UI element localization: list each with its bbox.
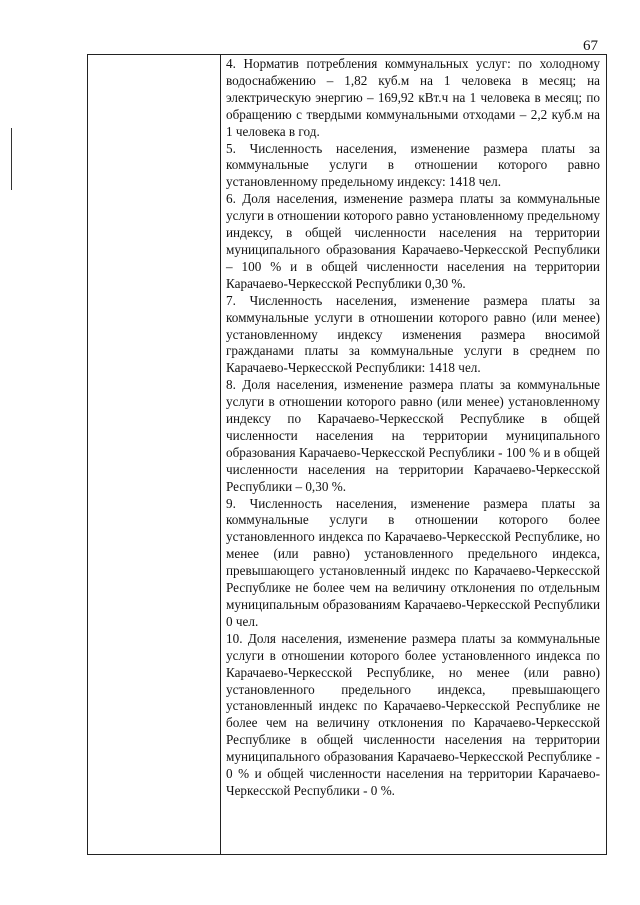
- table-border-right: [606, 54, 607, 854]
- item-8-share-equal-or-less: 8. Доля населения, изменение размера платы за коммунальные услуги в отношении которого равно (или менее) установленному индексу по Карачаево-Черкесской Республике в общей численности населения на территории муниципального образования Карачаево-Черкесской Республики - 100 % и в общей численности населения на территории Карачаево-Черкесской Республики – 0,30 %.: [226, 377, 600, 494]
- table-right-cell: [226, 56, 600, 800]
- item-9-population-above-index: 9. Численность населения, изменение размера платы за коммунальные услуги в отношении которого более установленного индекса по Карачаево-Черкесской Республике, но менее (или равно) установленного предельного индекса, превышающего установленный индекс по Карачаево-Черкесской Республике не более чем на величину отклонения по отдельным муниципальным образованиям Карачаево-Черкесской Республики 0 чел.: [226, 495, 600, 629]
- page-number: 67: [583, 38, 598, 54]
- table-border-left: [87, 54, 88, 854]
- item-4-consumption-norm: 4. Норматив потребления коммунальных услуг: по холодному водоснабжению – 1,82 куб.м на 1 человека в месяц; на электрическую энергию – 169,92 кВт.ч на 1 человека в месяц; по обращению с твердыми коммунальными отходами – 2,2 куб.м на 1 человека в год.: [226, 56, 600, 139]
- table-border-bottom: [87, 854, 607, 855]
- margin-mark: [11, 128, 12, 190]
- item-10-share-above-index: 10. Доля населения, изменение размера платы за коммунальные услуги в отношении которого более установленного индекса по Карачаево-Черкесской Республике, но менее (или равно) установленного предельного индекса, превышающего установленный индекс по Карачаево-Черкесской Республике не более чем на величину отклонения по Карачаево-Черкесской Республике в общей численности населения на территории муниципального образования Карачаево-Черкесской Республике - 0 % и общей численности населения на территории Карачаево-Черкесской Республики - 0 %.: [226, 630, 600, 798]
- item-7-population-equal-or-less: 7. Численность населения, изменение размера платы за коммунальные услуги в отношении которого равно (или менее) установленному индексу изменения размера вносимой гражданами платы за коммунальные услуги в среднем по Карачаево-Черкесской Республики: 1418 чел.: [226, 292, 600, 376]
- table-column-divider: [220, 54, 221, 854]
- item-6-share-equal-limit: 6. Доля населения, изменение размера платы за коммунальные услуги в отношении которого равно установленному предельному индексу, в общей численности населения на территории муниципального образования Карачаево-Черкесской Республики – 100 % и в общей численности населения на территории Карачаево-Черкесской Республики 0,30 %.: [226, 191, 600, 291]
- table-border-top: [87, 54, 607, 55]
- item-5-population-equal-limit: 5. Численность населения, изменение размера платы за коммунальные услуги в отношении которого равно установленному предельному индексу: 1418 чел.: [226, 140, 600, 190]
